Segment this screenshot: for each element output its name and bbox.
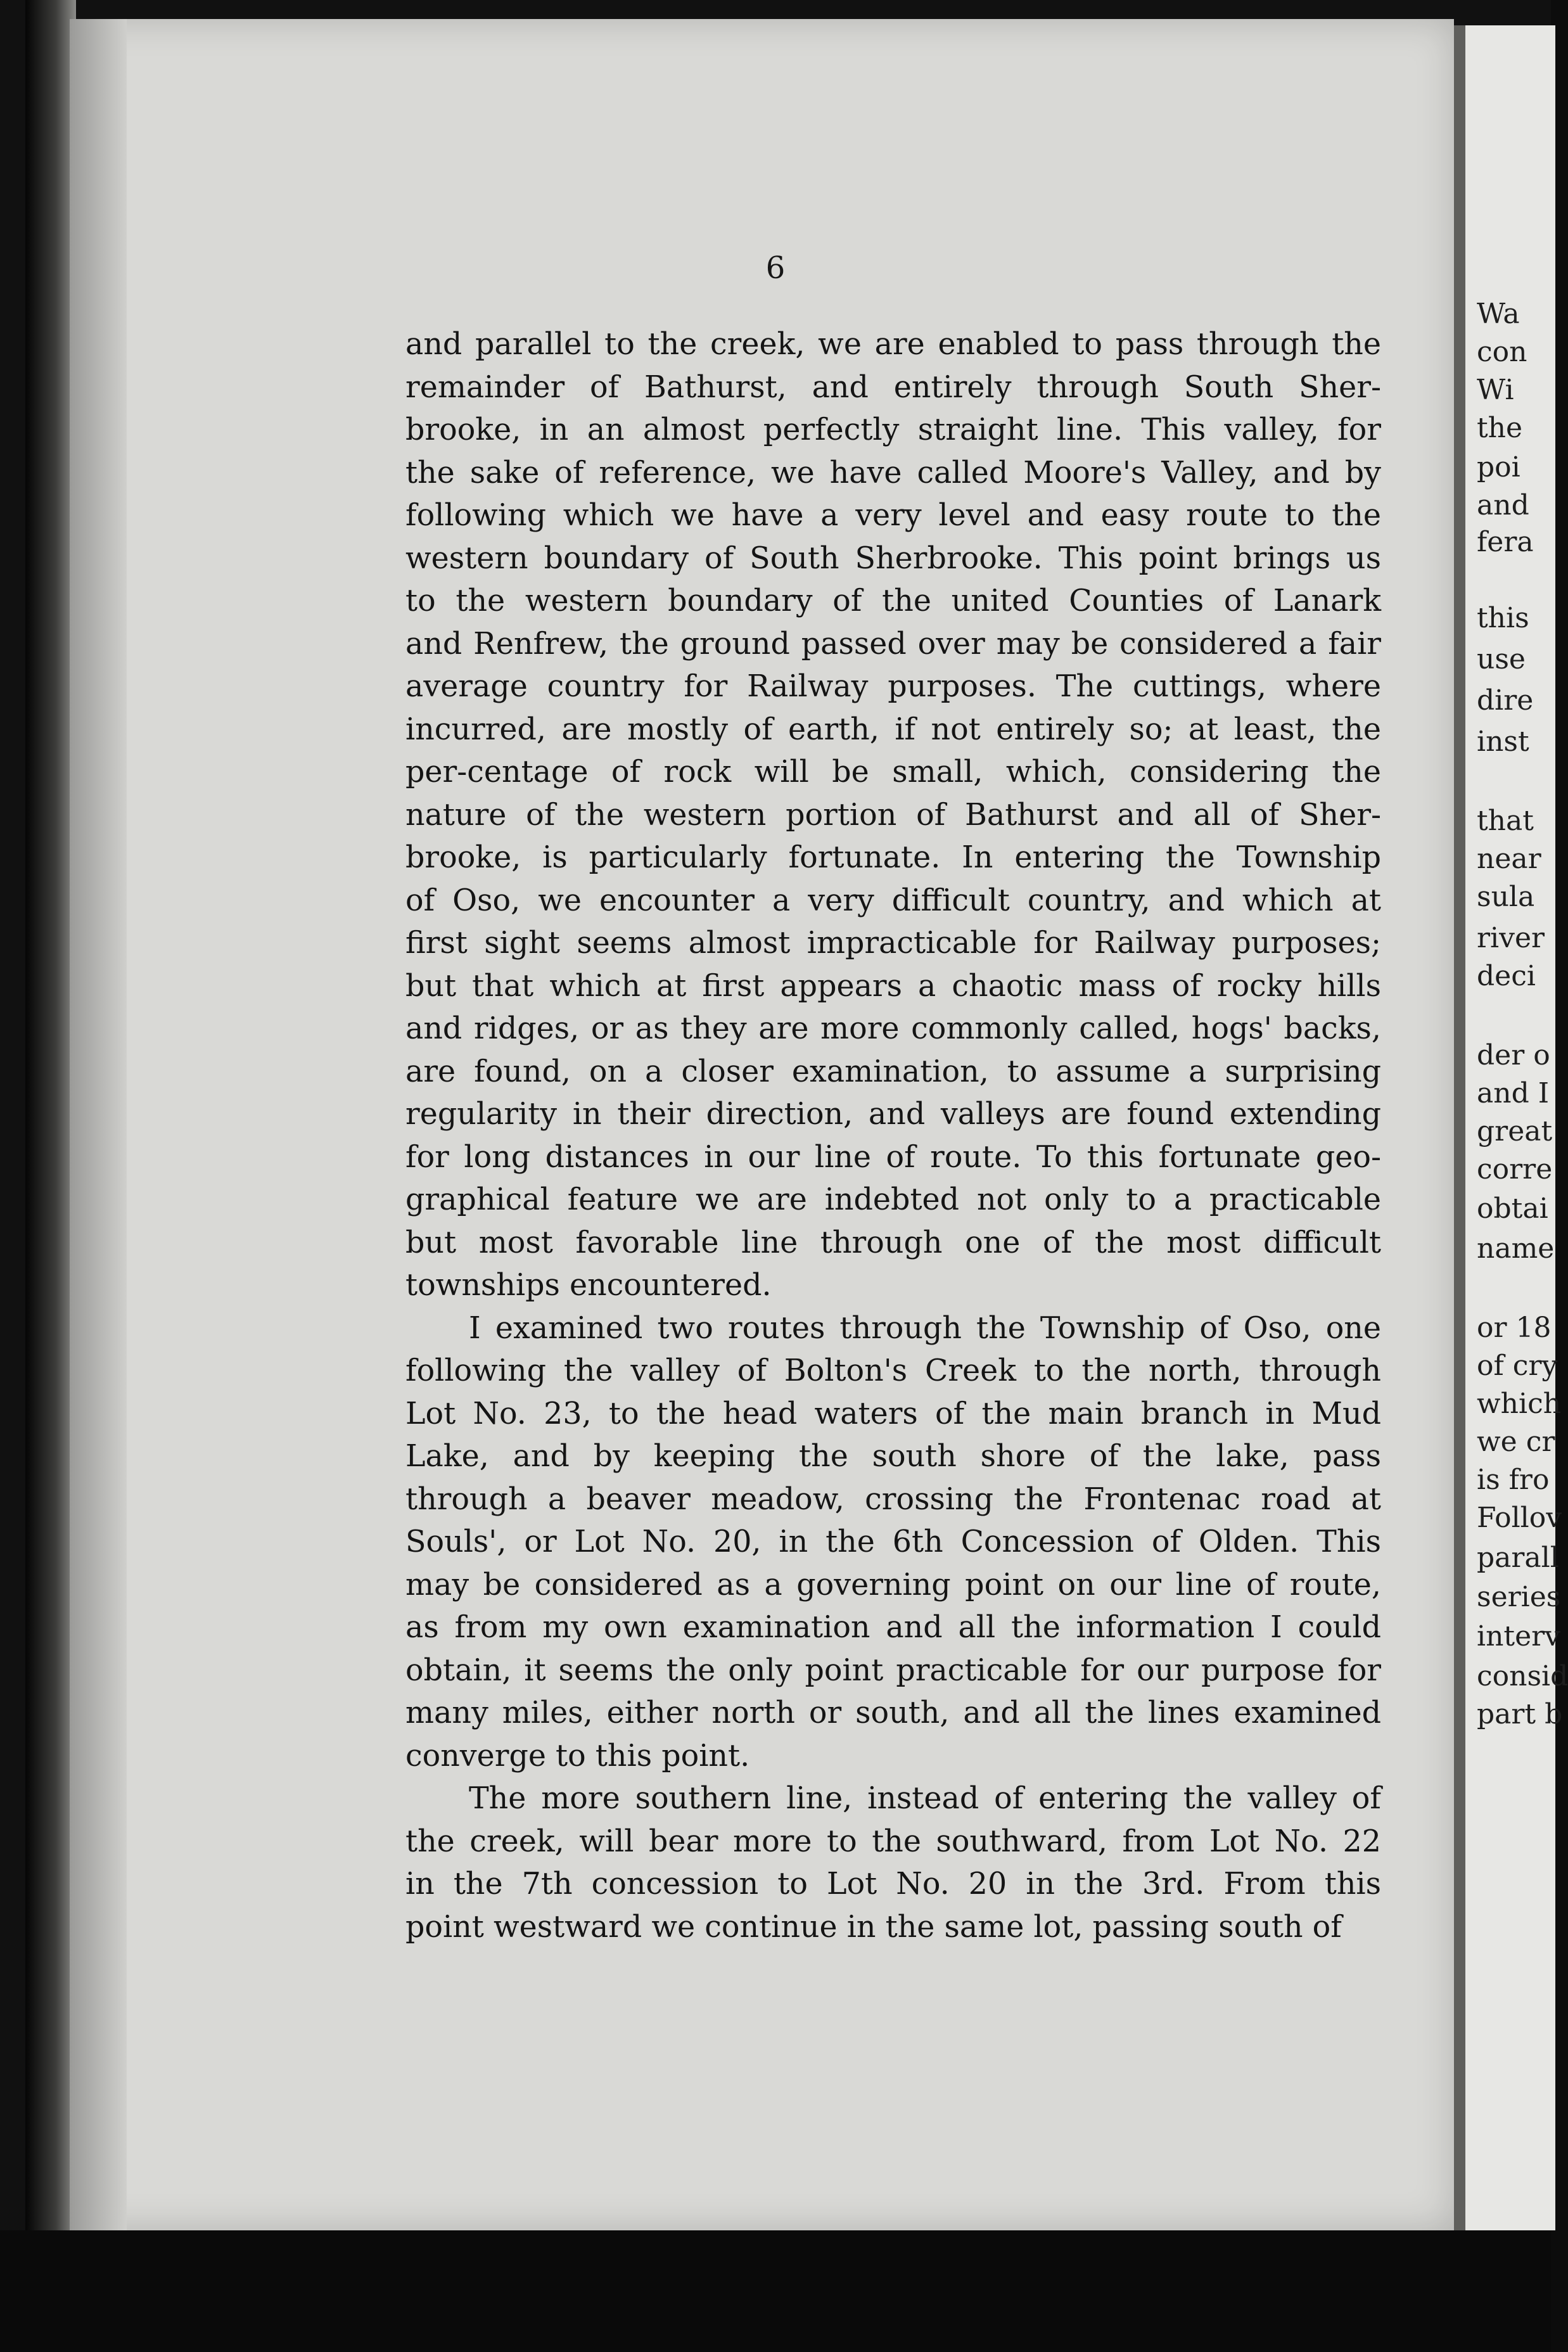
facing-page-fragment: and I xyxy=(1477,1077,1550,1109)
text-line: obtain, it seems the only point practicable for our purpose for xyxy=(405,1652,1381,1688)
facing-page-fragment: corre xyxy=(1477,1153,1553,1186)
facing-page-fragment: of cry xyxy=(1477,1350,1558,1382)
facing-page-fragment: the xyxy=(1477,412,1523,444)
text-line: the sake of reference, we have called Moore's Valley, and by xyxy=(405,455,1381,490)
facing-page-fragment: river xyxy=(1477,922,1545,954)
facing-page-fragment: deci xyxy=(1477,960,1536,992)
facing-page-fragment: der o xyxy=(1477,1039,1550,1071)
text-line: many miles, either north or south, and all the lines examined xyxy=(405,1696,1381,1730)
facing-page-fragment: we cr xyxy=(1477,1426,1555,1458)
facing-page-fragment: great xyxy=(1477,1115,1553,1147)
text-line: Lake, and by keeping the south shore of the lake, pass xyxy=(405,1439,1381,1474)
facing-page-fragment: fera xyxy=(1477,526,1534,558)
text-line: are found, on a closer examination, to assume a surprising xyxy=(405,1054,1381,1089)
text-line: Lot No. 23, to the head waters of the main branch in Mud xyxy=(405,1396,1381,1431)
facing-page-fragment: poi xyxy=(1477,451,1520,483)
text-line: the creek, will bear more to the southward, from Lot No. 22 xyxy=(405,1824,1381,1859)
facing-page-fragment: that xyxy=(1477,805,1534,837)
facing-page-fragment: parall xyxy=(1477,1542,1559,1574)
text-line: remainder of Bathurst, and entirely through South Sher- xyxy=(405,369,1381,405)
text-line: graphical feature we are indebted not only to a practicable xyxy=(405,1182,1381,1217)
text-line: may be considered as a governing point on our line of route, xyxy=(405,1567,1381,1602)
page-fold-edge xyxy=(25,0,76,2352)
text-line: incurred, are mostly of earth, if not entirely so; at least, the xyxy=(405,712,1381,747)
facing-page-fragment: this xyxy=(1477,602,1529,634)
text-line: regularity in their direction, and valleys are found extending xyxy=(405,1097,1381,1132)
text-line: per-centage of rock will be small, which, considering the xyxy=(405,755,1381,789)
text-line: in the 7th concession to Lot No. 20 in the 3rd. From this xyxy=(405,1867,1381,1901)
text-line: first sight seems almost impracticable for Railway purposes; xyxy=(405,926,1381,961)
text-line: to the western boundary of the united Counties of Lanark xyxy=(405,584,1381,618)
text-line: Souls', or Lot No. 20, in the 6th Concession of Olden. This xyxy=(405,1524,1381,1559)
scan-background xyxy=(0,2230,1551,2352)
paragraph-3 xyxy=(405,1777,1381,1948)
text-line: townships encountered. xyxy=(405,1268,772,1303)
text-line: and Renfrew, the ground passed over may be considered a fair xyxy=(405,626,1381,662)
facing-page-fragment: inst xyxy=(1477,725,1529,758)
facing-page-fragment: near xyxy=(1477,843,1541,875)
text-line: I examined two routes through the Township of Oso, one xyxy=(469,1310,1381,1346)
text-line: but that which at first appears a chaotic mass of rocky hills xyxy=(405,968,1381,1004)
facing-page-fragment: sula xyxy=(1477,881,1535,913)
facing-page-fragment: consid xyxy=(1477,1660,1568,1692)
text-line: of Oso, we encounter a very difficult country, and which at xyxy=(405,883,1381,918)
facing-page-fragment: use xyxy=(1477,643,1526,675)
facing-page-fragment: obtai xyxy=(1477,1192,1548,1225)
text-line: converge to this point. xyxy=(405,1738,750,1774)
text-line: as from my own examination and all the information I could xyxy=(405,1610,1381,1645)
text-line: following which we have a very level and easy route to the xyxy=(405,498,1381,533)
facing-page-fragment: interv xyxy=(1477,1620,1561,1652)
text-line: and ridges, or as they are more commonly called, hogs' backs, xyxy=(405,1011,1381,1046)
paragraph-1 xyxy=(405,323,1381,1307)
text-line: nature of the western portion of Bathurst and all of Sher- xyxy=(405,797,1381,833)
facing-page-fragment: and xyxy=(1477,489,1529,521)
facing-page xyxy=(1454,25,1568,2230)
facing-page-fragment: name xyxy=(1477,1232,1555,1265)
text-line: brooke, is particularly fortunate. In entering the Township xyxy=(405,840,1381,875)
page-number: 6 xyxy=(765,250,786,286)
facing-page-fragment: series xyxy=(1477,1581,1561,1613)
text-line: brooke, in an almost perfectly straight line. This valley, for xyxy=(405,412,1381,447)
body-text xyxy=(405,323,1381,1948)
text-line: following the valley of Bolton's Creek to the north, through xyxy=(405,1353,1381,1388)
facing-page-fragment: Wi xyxy=(1477,374,1514,406)
text-line: but most favorable line through one of the most difficult xyxy=(405,1225,1381,1260)
text-line: through a beaver meadow, crossing the Frontenac road at xyxy=(405,1481,1381,1517)
facing-page-fragment: dire xyxy=(1477,684,1534,717)
facing-page-fragment: Wa xyxy=(1477,298,1520,330)
text-line: western boundary of South Sherbrooke. This point brings us xyxy=(405,540,1381,576)
paragraph-2 xyxy=(405,1307,1381,1778)
facing-page-fragment: or 18 xyxy=(1477,1312,1552,1344)
facing-page-fragment: part b xyxy=(1477,1698,1563,1730)
facing-page-fragment: which xyxy=(1477,1388,1562,1420)
facing-page-fragment: is fro xyxy=(1477,1464,1550,1496)
text-line: and parallel to the creek, we are enabled to pass through the xyxy=(405,327,1381,362)
text-line: for long distances in our line of route. To this fortunate geo- xyxy=(405,1139,1381,1175)
facing-page-fragment: Follov xyxy=(1477,1502,1562,1534)
facing-page-fragment: con xyxy=(1477,336,1527,368)
text-line: average country for Railway purposes. The cuttings, where xyxy=(405,669,1381,704)
text-line: The more southern line, instead of entering the valley of xyxy=(469,1781,1381,1816)
text-line: point westward we continue in the same lot, passing south of xyxy=(405,1909,1342,1945)
